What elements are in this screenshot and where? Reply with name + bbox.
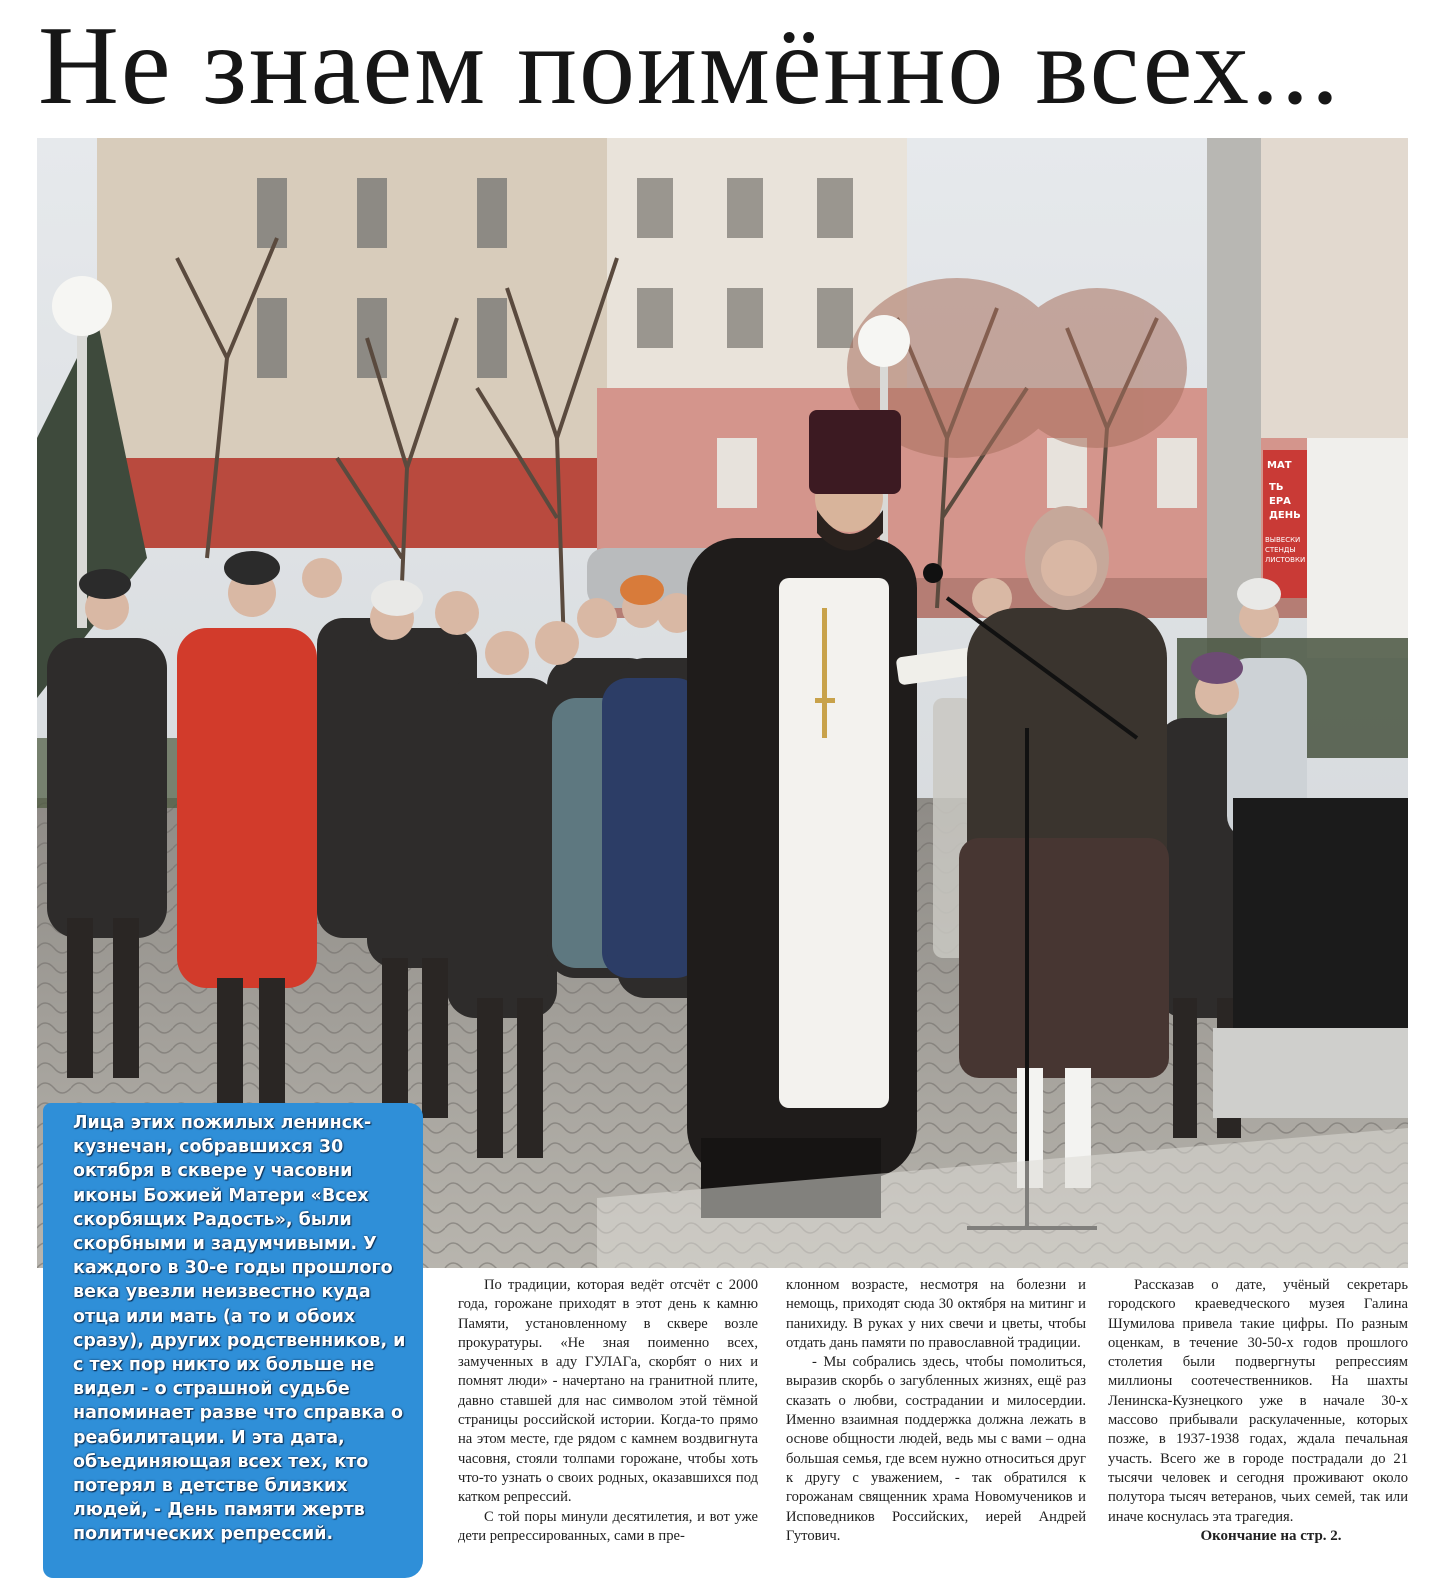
article-paragraph: По традиции, которая ведёт отсчёт с 2000 года, горожане приходят в этот день к камню Памяти, установленному в сквере возле прокуратуры. «Не зная поименно всех, замученных в аду ГУЛАГа, скорбят о них и помнят люди» - начертано на гранитной плите, давно ставшей для нас символом этой тёмной страницы российской истории. Когда-то прямо на этом месте, где рядом с камнем воздвигнута часовня, стояли толпами горожане, чтобы хоть что-то узнать о своих родных, оказавшихся под катком репрессий. [458, 1277, 758, 1506]
article-column-1 [458, 1276, 758, 1546]
article-column-2 [786, 1276, 1086, 1546]
bus [1307, 438, 1408, 658]
article-paragraph: С той поры минули десятилетия, и вот уже дети репрессированных, сами в пре- [458, 1508, 758, 1544]
news-photo [37, 138, 1408, 1268]
svg-text:СТЕНДЫ: СТЕНДЫ [1265, 546, 1296, 554]
headline: Не знаем поимённо всех... [38, 4, 1341, 128]
photo-caption-box [43, 1103, 423, 1578]
svg-text:ВЫВЕСКИ: ВЫВЕСКИ [1265, 536, 1301, 544]
article-paragraph: клонном возрасте, несмотря на болезни и немощь, приходят сюда 30 октября на митинг и панихиду. В руках у них свечи и цветы, чтобы отдать дань памяти по православной традиции. [786, 1277, 1086, 1351]
article-paragraph: Рассказав о дате, учёный секретарь городского краеведческого музея Галина Шумилова привела такие цифры. По разным оценкам, в течение 30-50-х годов прошлого столетия были подвергнуты репрессиям миллионы соотечественников. На шахты Ленинска-Кузнецкого уже в начале 30-х массово прибывали раскулаченные, которых позже, в 1937-1938 годах, ждала печальная участь. Всего же в городе пострадали до 21 тысячи человек и сегодня проживают около полутора тысяч ветеранов, чьих семей, так или иначе коснулась эта трагедия. [1108, 1277, 1408, 1525]
continued-on-page-2: Окончание на стр. 2. [1200, 1527, 1342, 1544]
svg-text:ЛИСТОВКИ: ЛИСТОВКИ [1265, 556, 1306, 564]
photo-caption-text: Лица этих пожилых ленинск-кузнечан, собравшихся 30 октября в сквере у часовни иконы Божией Матери «Всех скорбящих Радость», были скорбными и задумчивыми. У каждого в 30-е годы прошлого века увезли неизвестно куда отца или мать (а то и обоих сразу), других родственников, и с тех пор никто их больше не видел - о страшной судьбе напоминает разве что справка о реабилитации. И эта дата, объединяющая всех тех, кто потерял в детстве близких людей, - День памяти жертв политических репрессий. [73, 1113, 406, 1545]
memorial-stone [1213, 798, 1408, 1118]
article-column-3 [1108, 1276, 1408, 1546]
svg-text:ДЕНЬ: ДЕНЬ [1269, 510, 1301, 521]
street-sign [1263, 450, 1313, 598]
article-paragraph: - Мы собрались здесь, чтобы помолиться, выразив скорбь о загубленных жизнях, ещё раз сказать о любви, сострадании и милосердии. Именно взаимная поддержка должна лежать в основе общности людей, ведь мы с вами – одна большая семья, где всем нужно относиться друг к другу с уважением, - так обратился к горожанам священник храма Новомучеников и Исповедников Российских, иерей Андрей Гутович. [786, 1354, 1086, 1544]
svg-text:ЕРА: ЕРА [1269, 496, 1291, 507]
svg-text:МАТ: МАТ [1267, 460, 1292, 471]
svg-text:ТЬ: ТЬ [1269, 482, 1284, 493]
microphone [923, 563, 943, 583]
